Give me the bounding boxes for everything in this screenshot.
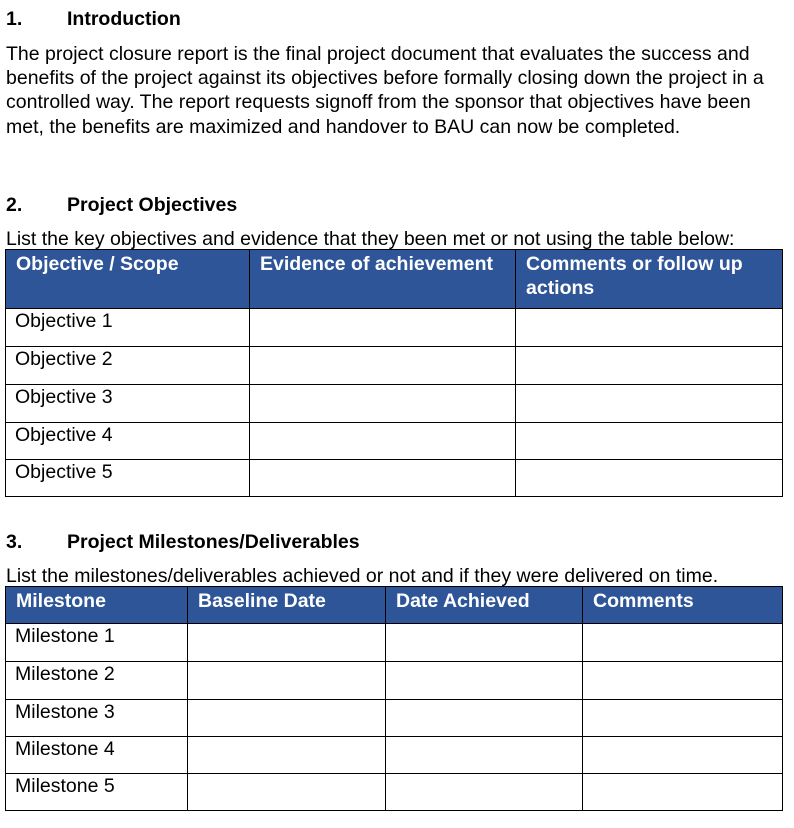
table-cell	[516, 460, 783, 497]
table-cell	[188, 774, 386, 811]
table-cell: Milestone 2	[6, 662, 188, 700]
table-cell: Objective 1	[6, 309, 250, 347]
milestones-table	[5, 586, 783, 811]
table-cell	[386, 662, 583, 700]
section-heading-introduction	[6, 8, 181, 30]
table-cell	[250, 385, 516, 423]
table-header-row	[6, 587, 783, 624]
table-cell: Milestone 1	[6, 624, 188, 662]
table-row	[6, 347, 783, 385]
table-cell	[516, 423, 783, 460]
table-row	[6, 460, 783, 497]
table-cell	[386, 700, 583, 737]
table-row	[6, 737, 783, 774]
objectives-instruction: List the key objectives and evidence that they been met or not using the table below:	[6, 228, 735, 250]
table-cell	[188, 662, 386, 700]
table-cell	[386, 737, 583, 774]
table-row	[6, 774, 783, 811]
table-cell: Milestone 4	[6, 737, 188, 774]
column-header: Evidence of achievement	[250, 250, 516, 309]
section-title: Project Objectives	[67, 194, 238, 216]
table-row	[6, 624, 783, 662]
table-row	[6, 309, 783, 347]
column-header: Comments	[583, 587, 783, 624]
table-cell	[386, 624, 583, 662]
section-title: Project Milestones/Deliverables	[67, 531, 360, 553]
section-heading-milestones	[6, 531, 360, 553]
table-cell	[516, 347, 783, 385]
objectives-table	[5, 249, 783, 497]
table-cell: Objective 4	[6, 423, 250, 460]
introduction-paragraph: The project closure report is the final project document that evaluates the success and benefits of the project against its objectives before formally closing down the project in a controlled way. The report requests signoff from the sponsor that objectives have been met, the benefits are maximized and handover to BAU can now be completed.	[6, 43, 764, 138]
table-cell	[583, 774, 783, 811]
table-cell	[386, 774, 583, 811]
table-cell	[583, 624, 783, 662]
table-cell: Objective 3	[6, 385, 250, 423]
section-number: 2.	[6, 194, 23, 216]
column-header: Baseline Date	[188, 587, 386, 624]
table-cell	[188, 700, 386, 737]
table-cell	[188, 737, 386, 774]
table-cell	[250, 460, 516, 497]
table-row	[6, 700, 783, 737]
table-cell: Objective 5	[6, 460, 250, 497]
table-cell: Milestone 3	[6, 700, 188, 737]
table-cell	[188, 624, 386, 662]
table-cell	[250, 309, 516, 347]
section-title: Introduction	[67, 8, 181, 30]
table-cell	[516, 385, 783, 423]
table-cell	[516, 309, 783, 347]
table-row	[6, 423, 783, 460]
table-cell: Objective 2	[6, 347, 250, 385]
column-header: Milestone	[6, 587, 188, 624]
table-cell	[583, 737, 783, 774]
table-cell	[250, 423, 516, 460]
section-number: 1.	[6, 8, 23, 30]
table-row	[6, 385, 783, 423]
milestones-instruction: List the milestones/deliverables achieved or not and if they were delivered on time.	[6, 565, 719, 587]
table-header-row	[6, 250, 783, 309]
section-heading-objectives	[6, 194, 237, 216]
column-header: Objective / Scope	[6, 250, 250, 309]
table-cell	[583, 662, 783, 700]
section-number: 3.	[6, 531, 23, 553]
column-header: Comments or follow up actions	[516, 250, 783, 309]
table-cell	[250, 347, 516, 385]
table-row	[6, 662, 783, 700]
table-cell: Milestone 5	[6, 774, 188, 811]
column-header: Date Achieved	[386, 587, 583, 624]
table-cell	[583, 700, 783, 737]
